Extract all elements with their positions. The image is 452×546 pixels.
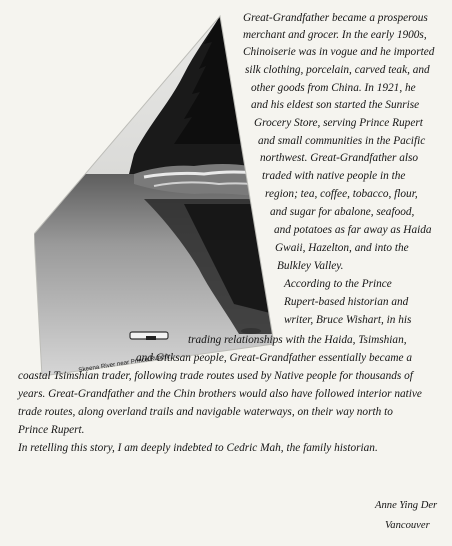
text-line: and Gitksan people, Great-Grandfather essentially became a [136,352,412,364]
river-photo [34,14,274,376]
text-line: trading relationships with the Haida, Tsimshian, [188,334,407,346]
text-line: Bulkley Valley. [277,260,344,272]
text-line: and potatoes as far away as Haida [274,224,432,236]
author-name: Anne Ying Der [375,500,438,511]
author-place: Vancouver [385,520,430,531]
river-photo-image [34,14,274,376]
text-line: Prince Rupert. [18,424,85,436]
text-line: Chinoiserie was in vogue and he imported [243,46,435,58]
text-line: Rupert-based historian and [284,296,409,308]
text-line: Great-Grandfather became a prosperous [243,12,428,24]
text-line: trade routes, along overland trails and navigable waterways, on their way north to [18,406,393,418]
text-line: According to the Prince [284,278,392,290]
text-line: Grocery Store, serving Prince Rupert [254,117,423,129]
text-line: years. Great-Grandfather and the Chin brothers would also have followed interior native [18,388,422,400]
text-line: writer, Bruce Wishart, in his [284,314,412,326]
text-line: and sugar for abalone, seafood, [270,206,415,218]
text-line: silk clothing, porcelain, carved teak, and [245,64,430,76]
text-line: and small communities in the Pacific [258,135,426,147]
text-line: other goods from China. In 1921, he [251,82,416,94]
photo-caption: Skeena River near Prince Rupert [78,352,169,374]
text-line: Gwaii, Hazelton, and into the [275,242,409,254]
text-line: region; tea, coffee, tobacco, flour, [265,188,418,200]
text-line: and his eldest son started the Sunrise [251,99,420,111]
text-line: northwest. Great-Grandfather also [260,152,419,164]
text-line: merchant and grocer. In the early 1900s, [243,29,427,41]
text-line: In retelling this story, I am deeply indebted to Cedric Mah, the family historian. [18,442,378,454]
text-line: traded with native people in the [262,170,406,182]
text-line: coastal Tsimshian trader, following trade routes used by Native people for thousands of [18,370,413,382]
